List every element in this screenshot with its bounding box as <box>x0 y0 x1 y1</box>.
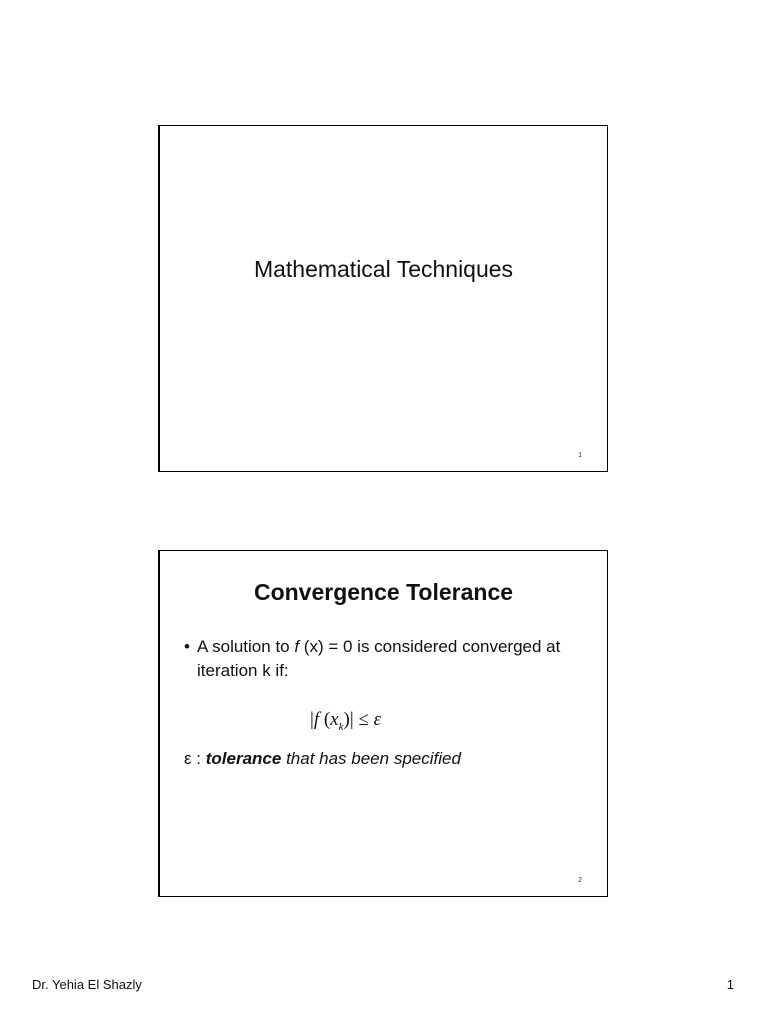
tolerance-rest: that has been specified <box>281 749 461 768</box>
formula-f: f <box>313 709 320 730</box>
footer-author: Dr. Yehia El Shazly <box>32 977 142 992</box>
convergence-formula <box>310 709 381 733</box>
slide-1 <box>158 125 608 472</box>
bullet-text <box>197 635 594 683</box>
formula-paren-open: ( <box>319 709 331 730</box>
formula-bar-close: | <box>349 709 354 730</box>
slide-2-title: Convergence Tolerance <box>253 579 514 605</box>
slide-2-number: 2 <box>578 877 582 884</box>
tolerance-symbol: ε : <box>184 749 206 768</box>
tolerance-word: tolerance <box>205 749 282 768</box>
formula-paren-close: ) <box>343 709 350 730</box>
tolerance-line <box>184 749 461 769</box>
formula-rel: ≤ ε <box>353 709 382 730</box>
bullet-prefix: A solution to <box>197 637 295 656</box>
slide-2 <box>158 550 608 897</box>
formula-bar-open: | <box>310 709 314 730</box>
slide-1-title: Mathematical Techniques <box>253 256 514 282</box>
footer-page-number: 1 <box>726 977 734 992</box>
formula-x: x <box>330 709 339 730</box>
bullet-func: f <box>294 637 300 656</box>
formula-sub: k <box>338 720 344 733</box>
bullet-point <box>184 635 594 683</box>
slide-1-number: 1 <box>578 452 582 459</box>
bullet-dot-icon: • <box>184 637 190 656</box>
bullet-rest: (x) = 0 is considered converged at iteration k if: <box>197 637 561 680</box>
